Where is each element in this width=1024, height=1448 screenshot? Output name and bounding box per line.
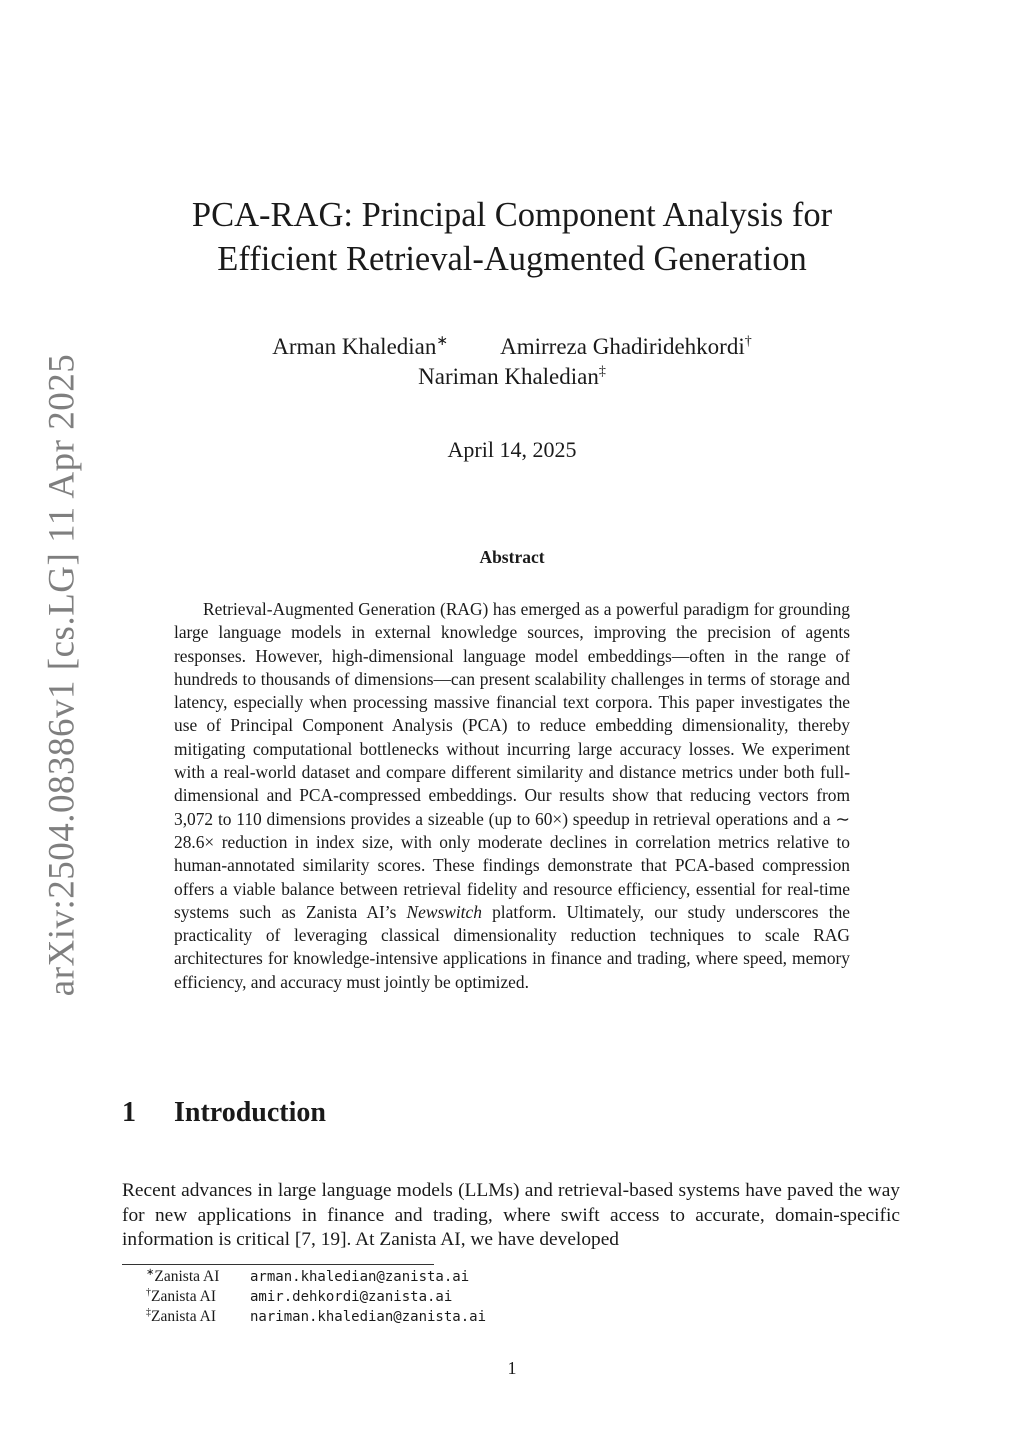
- paper-title: [120, 193, 904, 281]
- section-title: Introduction: [174, 1097, 326, 1128]
- author-1: [272, 333, 448, 361]
- page-number: 1: [507, 1358, 517, 1378]
- authors-row-2: [120, 363, 904, 391]
- footnote-1: [146, 1267, 486, 1287]
- author-mark: ‡: [598, 364, 606, 379]
- footnote-mark: ∗: [146, 1267, 155, 1278]
- author-name: Amirreza Ghadiridehkordi: [500, 334, 745, 359]
- author-mark: ∗: [436, 334, 449, 349]
- author-name: Arman Khaledian: [272, 334, 437, 359]
- introduction-paragraph: Recent advances in large language models (LLMs) and retrieval-based systems have paved the way for new applications in finance and trading, where swift access to accurate, domain-specific information is critical [7, 19]. At Zanista AI, we have developed: [122, 1180, 900, 1251]
- abstract-heading: Abstract: [479, 547, 545, 567]
- footnote-affiliation: [146, 1267, 250, 1287]
- authors-row-1: [120, 333, 904, 361]
- footnote-mark: †: [146, 1287, 151, 1298]
- title-line-1: PCA-RAG: Principal Component Analysis for: [191, 196, 833, 234]
- footnote-email[interactable]: amir.dehkordi@zanista.ai: [250, 1289, 453, 1305]
- footnote-mark: ‡: [146, 1307, 151, 1318]
- footnote-2: [146, 1287, 486, 1307]
- footnote-3: [146, 1307, 486, 1327]
- abstract-text: [174, 598, 850, 994]
- abstract-text-part-2: platform. Ultimately, our study underscores the practicality of leveraging classical dimensionality reduction techniques to scale RAG architectures for knowledge-intensive applications in finance and trading, where speed, memory efficiency, and accuracy must jointly be optimized.: [174, 901, 850, 992]
- footnote-affiliation: [146, 1307, 250, 1327]
- publication-date: April 14, 2025: [447, 437, 577, 462]
- footnotes: [146, 1267, 486, 1327]
- footnote-email[interactable]: nariman.khaledian@zanista.ai: [250, 1309, 487, 1325]
- abstract-text-part-1: Retrieval-Augmented Generation (RAG) has emerged as a powerful paradigm for grounding large language models in external knowledge sources, improving the precision of agents responses. However, high-dimensional language model embeddings—often in the range of hundreds to thousands of dimensions—can present scalability challenges in terms of storage and latency, especially when processing massive financial text corpora. This paper investigates the use of Principal Component Analysis (PCA) to reduce embedding dimensionality, thereby mitigating computational bottlenecks without incurring large accuracy losses. We experiment with a real-world dataset and compare different similarity and distance metrics under both full-dimensional and PCA-compressed embeddings. Our results show that reducing vectors from 3,072 to 110 dimensions provides a sizeable (up to 60×) speedup in retrieval operations and a ∼ 28.6× reduction in index size, with only moderate declines in correlation metrics relative to human-annotated similarity scores. These findings demonstrate that PCA-based compression offers a viable balance between retrieval fidelity and resource efficiency, essential for real-time systems such as Zanista AI’s: [174, 599, 850, 922]
- arxiv-identifier-stamp: arXiv:2504.08386v1 [cs.LG] 11 Apr 2025: [41, 353, 83, 997]
- footnote-email[interactable]: arman.khaledian@zanista.ai: [250, 1269, 470, 1285]
- footnote-divider: [122, 1264, 434, 1265]
- author-3: [418, 363, 606, 391]
- footnote-affiliation-text: Zanista AI: [154, 1268, 220, 1285]
- author-mark: †: [744, 334, 752, 349]
- title-line-2: Efficient Retrieval-Augmented Generation: [217, 240, 807, 278]
- section-heading: [122, 1097, 326, 1129]
- author-name: Nariman Khaledian: [418, 364, 599, 389]
- section-number: 1: [122, 1097, 136, 1128]
- footnote-affiliation-text: Zanista AI: [151, 1288, 216, 1305]
- author-2: [500, 333, 752, 361]
- footnote-affiliation: [146, 1287, 250, 1307]
- abstract-italic-term: Newswitch: [406, 901, 482, 922]
- footnote-affiliation-text: Zanista AI: [151, 1308, 216, 1325]
